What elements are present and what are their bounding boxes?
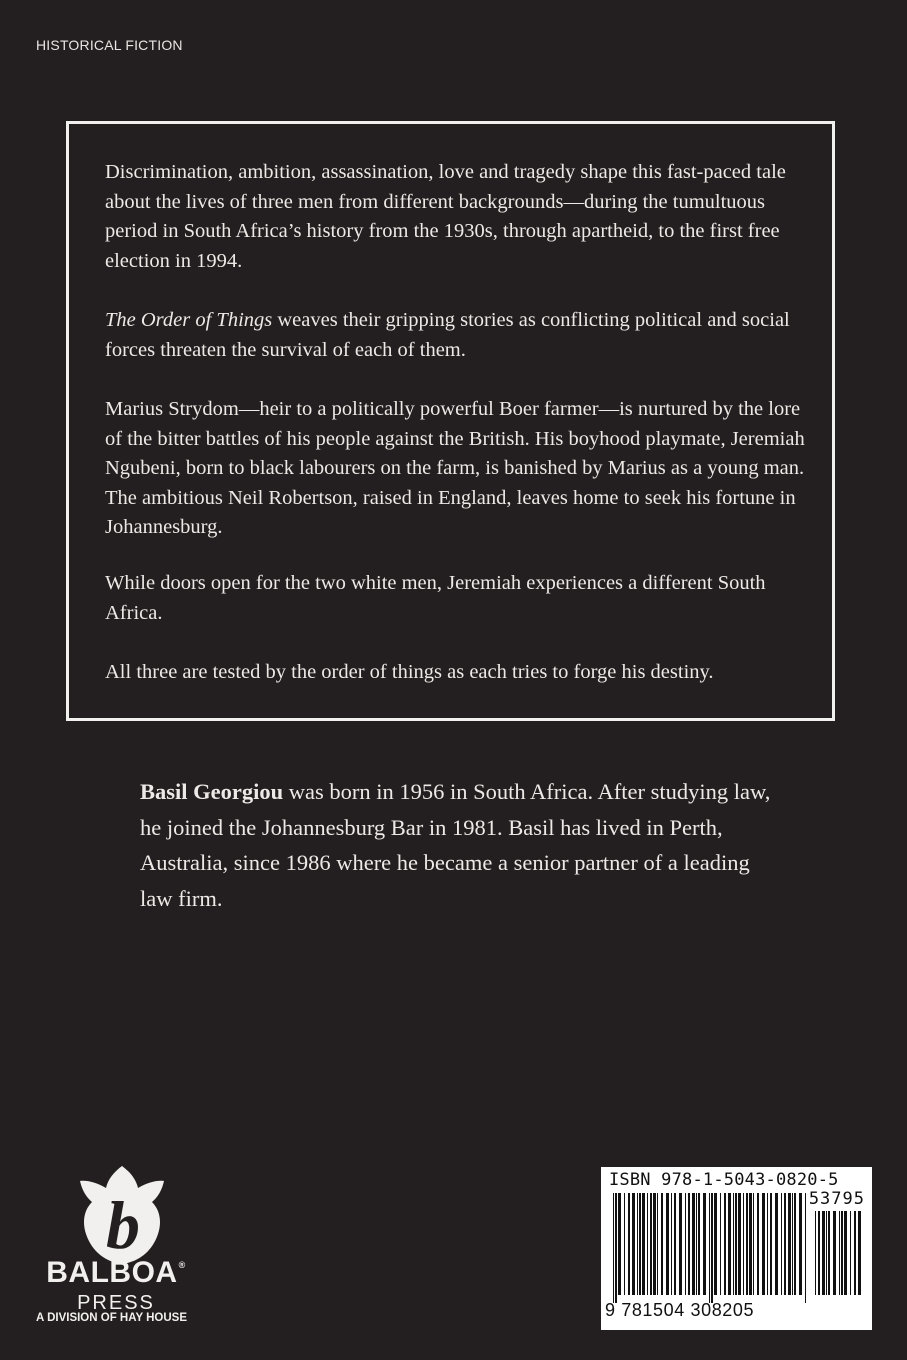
barcode-bar <box>637 1193 638 1295</box>
barcode-bar <box>826 1211 827 1295</box>
barcode-bar <box>757 1193 759 1295</box>
barcode-bar <box>743 1193 744 1295</box>
barcode-bar <box>822 1211 825 1295</box>
barcode-bar <box>613 1193 614 1303</box>
barcode-bar <box>839 1211 840 1295</box>
publisher-name-text: BALBOA <box>46 1256 178 1289</box>
publisher-division: A DIVISION OF HAY HOUSE <box>36 1312 188 1324</box>
book-title: The Order of Things <box>105 309 273 331</box>
barcode-bar <box>679 1193 682 1295</box>
publisher-logo <box>36 1166 206 1331</box>
publisher-press: PRESS <box>77 1292 155 1314</box>
barcode-bar <box>639 1193 641 1295</box>
blurb-paragraph-5: All three are tested by the order of things as each tries to forge his destiny. <box>105 661 714 683</box>
barcode-bar <box>674 1193 676 1295</box>
barcode-bar <box>650 1193 652 1295</box>
barcode-bar <box>720 1193 721 1295</box>
barcode-bar <box>781 1193 782 1295</box>
barcode-bar <box>671 1193 672 1295</box>
lotus-icon <box>74 1166 170 1266</box>
barcode-bar <box>666 1193 669 1295</box>
barcode-bar <box>642 1193 645 1295</box>
author-name: Basil Georgiou <box>140 779 284 804</box>
barcode-bar <box>692 1193 695 1295</box>
isbn-number: ISBN 978-1-5043-0820-5 <box>609 1170 839 1190</box>
barcode-bar <box>738 1193 741 1295</box>
barcode-addon-bars <box>815 1211 865 1303</box>
barcode-bar <box>784 1193 786 1295</box>
barcode-bar <box>815 1211 816 1295</box>
barcode-bar <box>850 1211 851 1295</box>
barcode-bar <box>775 1193 778 1295</box>
barcode-bar <box>647 1193 648 1295</box>
barcode-bar <box>724 1193 726 1295</box>
barcode-bar <box>805 1193 806 1303</box>
barcode-bar <box>696 1193 697 1295</box>
barcode-bar <box>632 1193 635 1295</box>
isbn-barcode <box>601 1167 872 1330</box>
blurb-paragraph-2 <box>105 306 805 365</box>
barcode-bar <box>657 1193 658 1295</box>
barcode-bar <box>858 1211 861 1295</box>
author-bio-text: was born in 1956 in South Africa. After studying law, he joined the Johannesburg Bar in 1981. Basil has lived in Perth, Australia, since 1986 where he became a senior partner of a leading law firm. <box>140 779 771 911</box>
barcode-bars <box>613 1193 809 1303</box>
barcode-bar <box>615 1193 617 1303</box>
barcode-bar <box>762 1193 765 1295</box>
barcode-bar <box>799 1193 802 1295</box>
barcode-bar <box>770 1193 772 1295</box>
barcode-bar <box>788 1193 791 1295</box>
barcode-bar <box>794 1193 796 1295</box>
blurb-paragraph-3: Marius Strydom—heir to a politically powerful Boer farmer—is nurtured by the lore of the bitter battles of his people against the British. His boyhood playmate, Jeremiah Ngubeni, born to black labourers on the farm, is banished by Marius as a young man. The ambitious Neil Robertson, raised in England, leaves home to seek his fortune in Johannesburg. <box>105 398 805 538</box>
barcode-bar <box>746 1193 748 1295</box>
barcode-bar <box>767 1193 768 1295</box>
blurb-paragraph-1: Discrimination, ambition, assassination, love and tragedy shape this fast-paced tale about the lives of three men from different backgrounds—during the tumultuous period in South Africa’s history from the 1930s, through apartheid, to the first free election in 1994. <box>105 161 786 272</box>
barcode-bar <box>844 1211 847 1295</box>
barcode-bar <box>749 1193 752 1295</box>
barcode-bar <box>818 1211 820 1295</box>
price-code: 53795 <box>808 1189 865 1209</box>
publisher-name <box>36 1256 196 1290</box>
blurb-box <box>66 121 835 721</box>
registered-mark: ® <box>178 1260 186 1270</box>
barcode-bar <box>841 1211 843 1295</box>
genre-label: HISTORICAL FICTION <box>36 37 183 53</box>
barcode-bar <box>735 1193 737 1295</box>
barcode-bar <box>688 1193 690 1295</box>
barcode-bar <box>698 1193 700 1295</box>
barcode-bar <box>685 1193 686 1295</box>
barcode-bar <box>854 1211 856 1295</box>
barcode-bar <box>714 1193 717 1295</box>
barcode-bar <box>733 1193 734 1295</box>
blurb-paragraph-2-text: weaves their gripping stories as conflicting political and social forces threaten the survival of each of them. <box>105 309 790 361</box>
barcode-bar <box>753 1193 754 1295</box>
author-bio <box>140 774 780 916</box>
barcode-bar <box>792 1193 793 1295</box>
barcode-bar <box>709 1193 710 1303</box>
barcode-bar <box>711 1193 713 1303</box>
barcode-bar <box>833 1211 836 1295</box>
barcode-bar <box>618 1193 621 1295</box>
barcode-bar <box>653 1193 656 1295</box>
barcode-bar <box>661 1193 663 1295</box>
blurb-paragraph-4: While doors open for the two white men, Jeremiah experiences a different South Africa. <box>105 572 766 624</box>
barcode-bar <box>628 1193 630 1295</box>
barcode-bar <box>703 1193 706 1295</box>
barcode-bar <box>828 1211 830 1295</box>
logo-letter: b <box>106 1187 140 1263</box>
barcode-digits: 9 781504 308205 <box>605 1300 755 1320</box>
barcode-bar <box>728 1193 731 1295</box>
barcode-bar <box>624 1193 625 1295</box>
